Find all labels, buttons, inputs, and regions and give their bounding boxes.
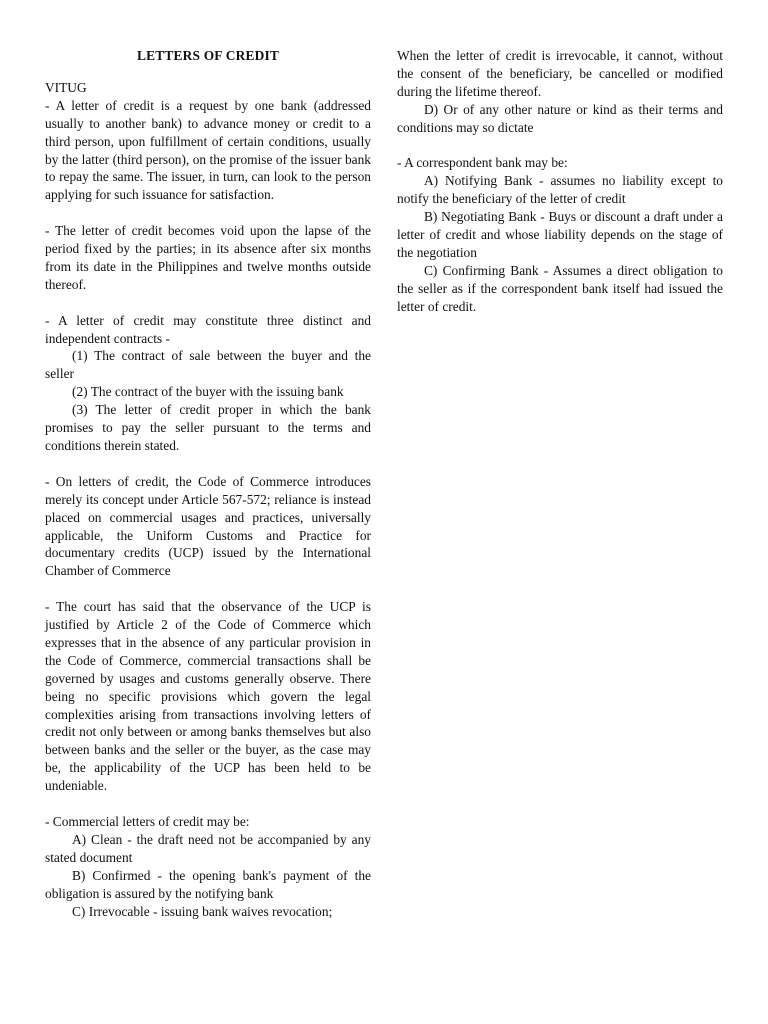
bank-item-notifying: A) Notifying Bank - assumes no liability except to notify the beneficiary of the letter of credit [397,173,723,207]
paragraph-ucp-observance: - The court has said that the observance of the UCP is justified by Article 2 of the Code of Commerce which expresses that in the absence of any particular provision in the Code of Commerce, commercial transactions shall be governed by usages and customs generally observe. There being no specific provisions which govern the legal complexities arising from transactions involving letters of credit not only between or among banks themselves but also between banks and the seller or the buyer, as the case may be, the applicability of the UCP has been held to be undeniable. [45,599,371,794]
bank-item-negotiating: B) Negotiating Bank - Buys or discount a draft under a letter of credit and whose liability depends on the stage of the negotiation [397,209,723,260]
contract-item-3: (3) The letter of credit proper in which the bank promises to pay the seller pursuant to the terms and conditions therein stated. [45,402,371,453]
type-item-confirmed: B) Confirmed - the opening bank's payment of the obligation is assured by the notifying bank [45,867,371,901]
paragraph-definition: - A letter of credit is a request by one bank (addressed usually to another bank) to advance money or credit to a third person, upon fulfillment of certain conditions, usually by the latter (third person), on the promise of the issuer bank to repay the same. The issuer, in turn, can look to the person applying for such issuance for satisfaction. [45,97,371,203]
contract-item-2: (2) The contract of the buyer with the issuing bank [72,384,344,400]
right-column [397,47,723,316]
paragraph-three-contracts: - A letter of credit may constitute three distinct and independent contracts - [45,312,371,346]
paragraph-void-period: - The letter of credit becomes void upon the lapse of the period fixed by the parties; in its absence after six months from its date in the Philippines and twelve months outside thereof. [45,223,371,292]
type-item-other: D) Or of any other nature or kind as their terms and conditions may so dictate [397,101,723,135]
author-line: VITUG [45,79,87,95]
contract-item-1: (1) The contract of sale between the buyer and the seller [45,348,371,382]
left-column [45,47,371,920]
bank-item-confirming: C) Confirming Bank - Assumes a direct obligation to the seller as if the correspondent bank itself had issued the letter of credit. [397,262,723,314]
type-item-irrevocable: C) Irrevocable - issuing bank waives revocation; [72,903,333,919]
paragraph-irrevocable-continued: When the letter of credit is irrevocable, it cannot, without the consent of the beneficiary, be cancelled or modified during the lifetime thereof. [397,48,723,99]
paragraph-commercial-types: - Commercial letters of credit may be: [45,813,250,829]
document-title: LETTERS OF CREDIT [136,48,280,63]
type-item-clean: A) Clean - the draft need not be accompanied by any stated document [45,831,371,865]
paragraph-code-of-commerce: - On letters of credit, the Code of Commerce introduces merely its concept under Article 567-572; reliance is instead placed on commercial usages and practices, universally applicable, the Uniform Customs and Practice for documentary credits (UCP) issued by the International Chamber of Commerce [45,473,371,579]
paragraph-correspondent-bank: - A correspondent bank may be: [397,155,568,171]
